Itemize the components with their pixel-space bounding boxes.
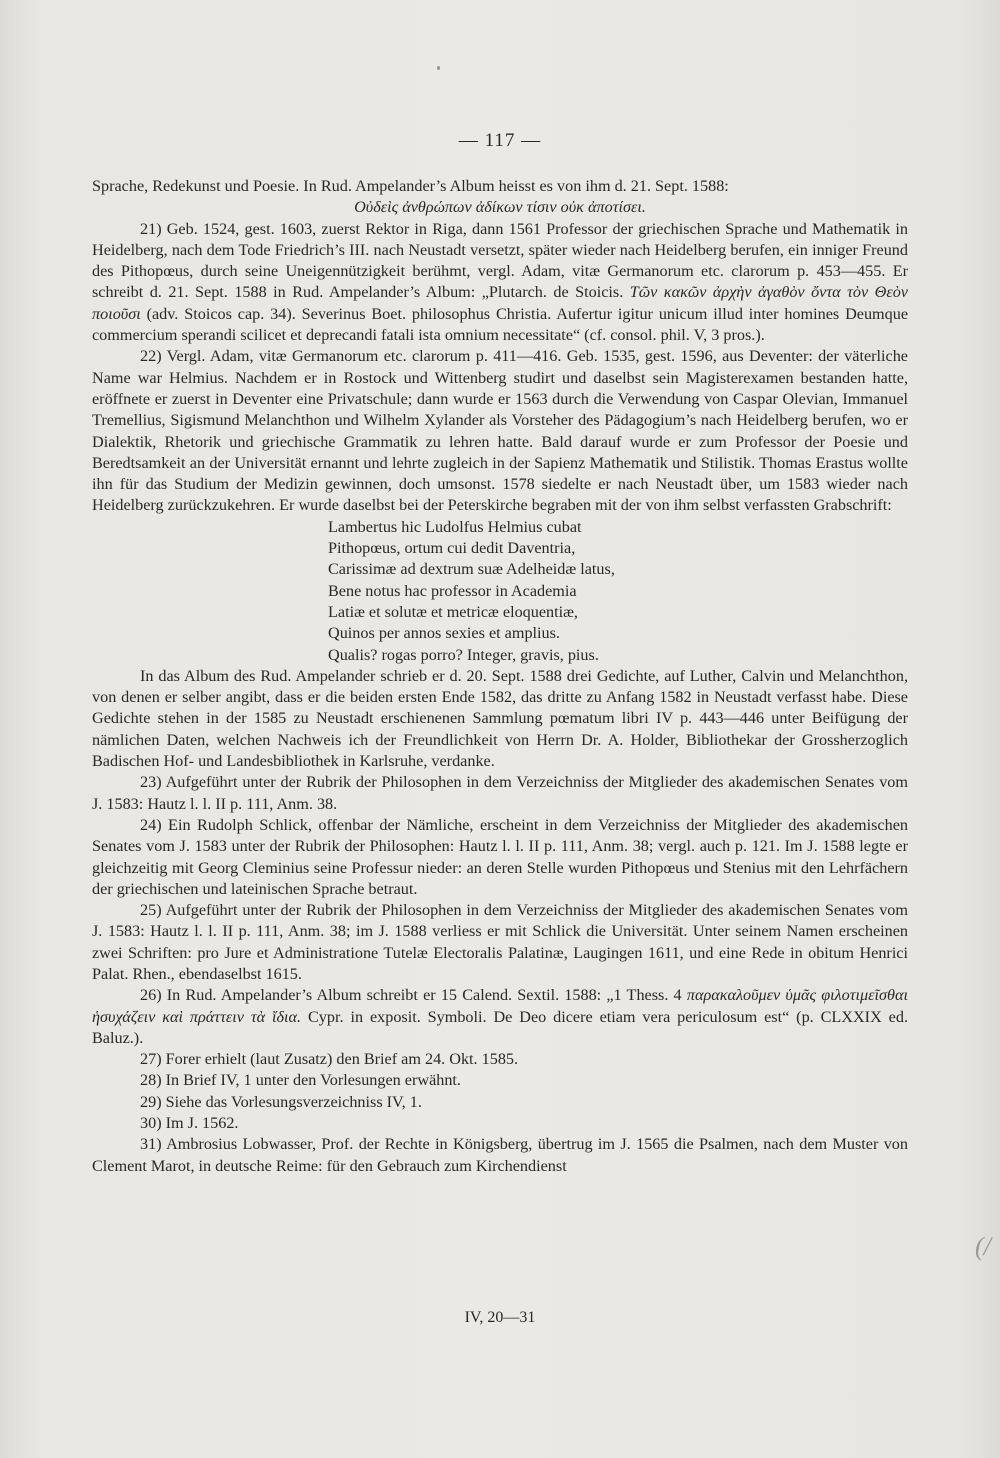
- footnote-22-continued: In das Album des Rud. Ampelander schrieb er d. 20. Sept. 1588 drei Gedichte, auf Luther, Calvin und Melanchthon, von denen er selber angibt, dass er die beiden ersten Ende 1582, das dritte zu Anfang 1582 in Neustadt verfasst habe. Diese Gedichte stehen in der 1585 zu Neustadt erschienenen Sammlung pœmatum libri IV p. 443—446 unter Beifügung der nämlichen Daten, welchen Nachweis ich der Freundlichkeit von Herrn Dr. A. Holder, Bibliothekar der Grossherzoglich Badischen Hof- und Landesbibliothek in Karlsruhe, verdanke.: [92, 666, 908, 771]
- epitaph-line: Carissimæ ad dextrum suæ Adelheidæ latus,: [328, 560, 615, 579]
- epitaph-line: Bene notus hac professor in Academia: [328, 581, 577, 600]
- signature-mark: IV, 20—31: [464, 1309, 536, 1326]
- epitaph-poem: [328, 517, 908, 666]
- epitaph-line: Qualis? rogas porro? Integer, gravis, pius.: [328, 645, 599, 664]
- footnote-28: 28) In Brief IV, 1 unter den Vorlesungen erwähnt.: [140, 1071, 461, 1090]
- footnote-27: 27) Forer erhielt (laut Zusatz) den Brief am 24. Okt. 1585.: [140, 1050, 519, 1069]
- footnote-31: 31) Ambrosius Lobwasser, Prof. der Rechte in Königsberg, übertrug im J. 1565 die Psalmen, nach dem Muster von Clement Marot, in deutsche Reime: für den Gebrauch zum Kirchendienst: [92, 1135, 908, 1175]
- footnote-21: [92, 219, 908, 347]
- footnote-25: 25) Aufgeführt unter der Rubrik der Philosophen in dem Verzeichniss der Mitglieder des akademischen Senates vom J. 1583: Hautz l. l. II p. 111, Anm. 38; im J. 1588 verliess er mit Schlick die Universität. Unter seinem Namen erscheinen zwei Schriften: pro Jure et Administratione Tutelæ Electoralis Palatinæ, Laugingen 1611, und eine Rede in obitum Henrici Palat. Rhen., ebendaselbst 1615.: [92, 901, 908, 983]
- epitaph-line: Latiæ et solutæ et metricæ eloquentiæ,: [328, 602, 578, 621]
- epitaph-line: Pithopœus, ortum cui dedit Daventria,: [328, 539, 576, 558]
- page-number: — 117 —: [458, 130, 542, 151]
- epitaph-line: Quinos per annos sexies et amplius.: [328, 624, 560, 643]
- footnote-29: 29) Siehe das Vorlesungsverzeichniss IV, 1.: [140, 1092, 422, 1111]
- footnote-22: 22) Vergl. Adam, vitæ Germanorum etc. clarorum p. 411—416. Geb. 1535, gest. 1596, aus Deventer: der väterliche Name war Helmius. Nachdem er in Rostock und Wittenberg studirt und daselbst sein Magisterexamen bestanden hatte, eröffnete er zuerst in Deventer eine Privatschule; dann wurde er 1563 durch die Verwendung von Caspar Olevian, Immanuel Tremellius, Sigismund Melanchthon und Wilhelm Xylander als Vorsteher des Pädagogium’s nach Heidelberg berufen, wo er Dialektik, Rhetorik und griechische Grammatik zu lehren hatte. Bald darauf wurde er zum Professor der Poesie und Beredtsamkeit an der Universität ernannt und lehrte zugleich in der Sapienz Mathematik und Stilistik. Thomas Erastus wollte ihn für das Studium der Medizin gewinnen, doch umsonst. 1578 siedelte er nach Neustadt über, um 1583 wieder nach Heidelberg zurückzukehren. Er wurde daselbst bei der Peterskirche begraben mit der von ihm selbst verfassten Grabschrift:: [92, 347, 908, 515]
- paper-speck: [437, 66, 440, 70]
- footnote-26-text-b: Cypr. in exposit. Symboli. De Deo dicere etiam vera periculosum est“ (p. CLXXIX ed. Baluz.).: [92, 1007, 908, 1047]
- footnote-21-greek: Τῶν κακῶν ἀρχὴν ἀγαθὸν ὄντα τὸν Θεὸν ποιοῦσι: [92, 283, 908, 323]
- footnotes-body: [92, 176, 908, 1177]
- footnote-26-text-a: 26) In Rud. Ampelander’s Album schreibt er 15 Calend. Sextil. 1588: „1 Thess. 4: [140, 986, 687, 1005]
- epitaph-line: Lambertus hic Ludolfus Helmius cubat: [328, 517, 582, 536]
- greek-quote: Οὐδεὶς ἀνθρώπων ἀδίκων τίσιν οὐκ ἀποτίσει.: [354, 198, 646, 217]
- margin-mark: (/: [975, 1232, 991, 1261]
- footnote-26-greek: παρακαλοῦμεν ὑμᾶς φιλοτιμεῖσθαι ἡσυχάζειν καὶ πράττειν τὰ ἴδια.: [92, 986, 908, 1026]
- paragraph-sprache: Sprache, Redekunst und Poesie. In Rud. Ampelander’s Album heisst es von ihm d. 21. Sept. 1588:: [92, 177, 729, 195]
- footnote-26: [92, 985, 908, 1049]
- footnote-24: 24) Ein Rudolph Schlick, offenbar der Nämliche, erscheint in dem Verzeichniss der Mitglieder des akademischen Senates vom J. 1583 unter der Rubrik der Philosophen: Hautz l. l. II p. 111, Anm. 38; vergl. auch p. 121. Im J. 1588 legte er gleichzeitig mit Georg Cleminius seine Professur nieder: an deren Stelle wurden Pithopœus und Stenius mit den Lehrfächern der griechischen und lateinischen Sprache betraut.: [92, 815, 908, 898]
- footnote-30: 30) Im J. 1562.: [140, 1114, 239, 1133]
- footnote-21-text-b: (adv. Stoicos cap. 34). Severinus Boet. philosophus Christia. Aufertur igitur unicum illud inter homines Deumque commercium sperandi scilicet et deprecandi fatali ista omnium necessitate“ (cf. consol. phil. V, 3 pros.).: [92, 304, 908, 345]
- footnote-23: 23) Aufgeführt unter der Rubrik der Philosophen in dem Verzeichniss der Mitglieder des akademischen Senates vom J. 1583: Hautz l. l. II p. 111, Anm. 38.: [92, 773, 908, 813]
- footnote-21-text-a: 21) Geb. 1524, gest. 1603, zuerst Rektor in Riga, dann 1561 Professor der griechischen Sprache und Mathematik in Heidelberg, nach dem Tode Friedrich’s III. nach Neustadt versetzt, später wieder nach Heidelberg berufen, ein inniger Freund des Pithopœus, durch seine Uneigennützigkeit berühmt, vergl. Adam, vitæ Germanorum etc. clarorum p. 453—455. Er schreibt d. 21. Sept. 1588 in Rud. Ampelander’s Album: „Plutarch. de Stoicis.: [92, 219, 908, 302]
